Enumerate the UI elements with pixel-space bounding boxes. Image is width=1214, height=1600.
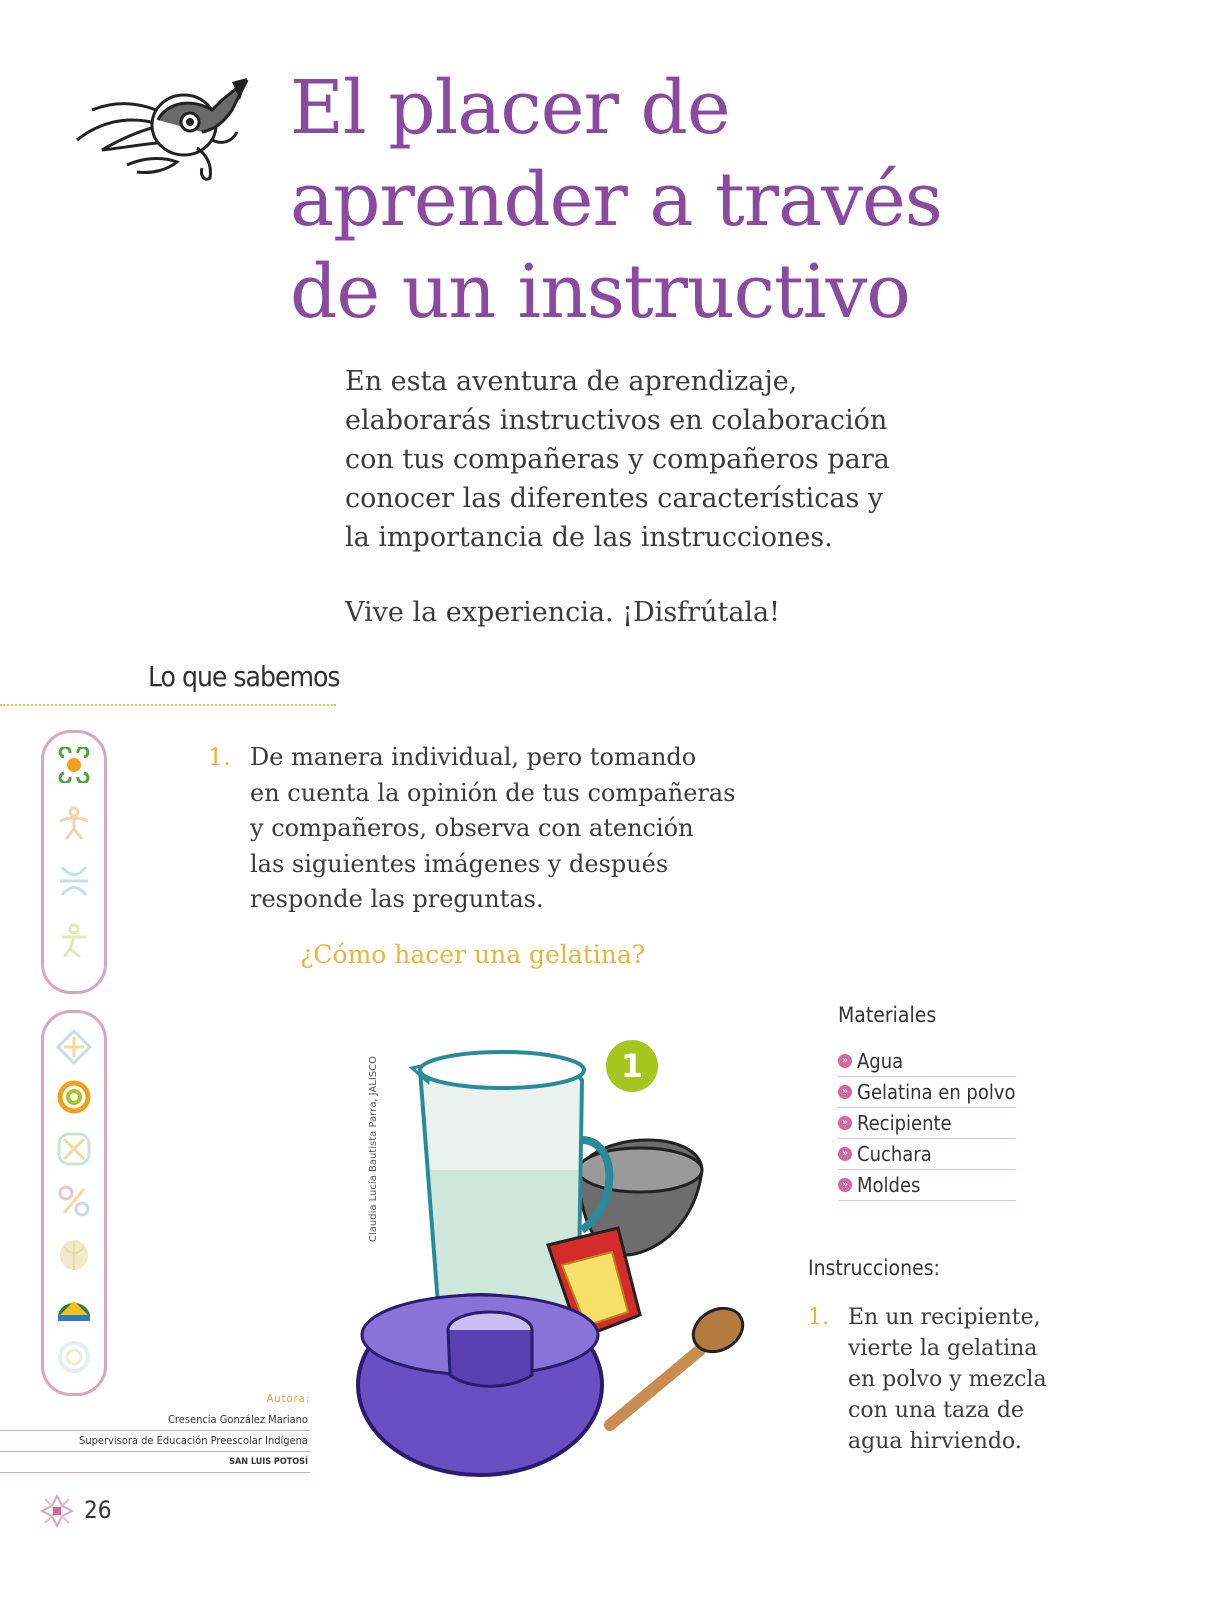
material-label: Cuchara (857, 1142, 932, 1166)
instruction-line: agua hirviendo. (848, 1429, 1022, 1454)
instruction-line: vierte la gelatina (848, 1336, 1038, 1361)
list-item (838, 1108, 1016, 1139)
page-number: 26 (84, 1496, 112, 1524)
list-item (838, 1139, 1016, 1170)
circle-ring-icon (56, 1339, 92, 1375)
instruction-text (848, 1302, 1058, 1457)
question-line: en cuenta la opinión de tus compañeras (250, 778, 736, 807)
section-heading: Lo que sabemos (148, 660, 340, 693)
question-line: y compañeros, observa con atención (250, 814, 694, 842)
instruction-number: 1. (808, 1305, 829, 1330)
materials-heading: Materiales (838, 1003, 937, 1027)
instruction-line: en polvo y mezcla (848, 1367, 1047, 1392)
author-block (0, 1392, 310, 1473)
author-name: Cresencia González Mariano (0, 1410, 310, 1431)
list-item (838, 1046, 1016, 1077)
intro-line: elaborarás instructivos en colaboración (345, 405, 888, 436)
question-line: las siguientes imágenes y después (250, 849, 669, 878)
chevron-right-icon: » (838, 1085, 852, 1099)
dancing-figure-icon (56, 805, 92, 841)
material-label: Agua (857, 1049, 904, 1073)
list-item (838, 1170, 1016, 1201)
illustration-credit: Claudia Lucía Bautista Parra, JALISCO (368, 1055, 379, 1242)
intro-line: conocer las diferentes características y (345, 483, 884, 514)
intro-paragraph (345, 362, 965, 557)
step-badge: 1 (606, 1040, 658, 1092)
question-line: De manera individual, pero tomando (250, 743, 697, 771)
question-1 (208, 740, 768, 918)
people-figure-icon (56, 863, 92, 899)
chevron-right-icon: » (838, 1116, 852, 1130)
chevron-right-icon: » (838, 1147, 852, 1161)
material-label: Recipiente (857, 1111, 952, 1135)
percent-loop-icon (56, 1183, 92, 1219)
seed-icon (56, 1237, 92, 1273)
instruction-line: con una taza de (848, 1398, 1024, 1423)
title-line: El placer de (290, 65, 730, 151)
intro-line: con tus compañeras y compañeros para (345, 444, 890, 475)
chevron-right-icon: » (838, 1054, 852, 1068)
question-text (250, 740, 768, 918)
person-figure-icon (56, 923, 92, 959)
author-label: Autora: (266, 1392, 310, 1405)
instruction-1 (808, 1302, 1058, 1457)
chevron-right-icon: » (838, 1178, 852, 1192)
title-line: de un instructivo (290, 249, 910, 335)
sidebar-capsule-top (41, 730, 107, 994)
list-item (838, 1077, 1016, 1108)
material-label: Moldes (857, 1173, 921, 1197)
gelatin-ingredients-illustration (350, 1030, 770, 1495)
instruction-line: En un recipiente, (848, 1305, 1041, 1330)
spiral-ring-icon (56, 1079, 92, 1115)
section-divider (0, 704, 336, 706)
instructions-heading: Instrucciones: (808, 1256, 940, 1280)
intro-closing: Vive la experiencia. ¡Disfrútala! (345, 597, 780, 628)
author-state: SAN LUIS POTOSÍ (0, 1452, 310, 1473)
intro-line: la importancia de las instrucciones. (345, 522, 833, 553)
square-cross-icon (56, 1131, 92, 1167)
sidebar-capsule-bottom (41, 1010, 107, 1396)
material-label: Gelatina en polvo (857, 1080, 1016, 1104)
page-title (290, 62, 1190, 338)
recipe-title: ¿Cómo hacer una gelatina? (300, 940, 646, 969)
diamond-cross-icon (56, 1029, 92, 1065)
spoon-illustration (610, 1350, 700, 1425)
title-line: aprender a través (290, 157, 942, 243)
author-role: Supervisora de Educación Preescolar Indígena (0, 1431, 310, 1452)
landscape-mound-icon (56, 1289, 92, 1325)
intro-line: En esta aventura de aprendizaje, (345, 366, 798, 397)
bird-head-glyph-icon (72, 70, 250, 192)
question-number: 1. (208, 743, 231, 771)
materials-list (838, 1046, 1016, 1201)
question-line: responde las preguntas. (250, 885, 544, 913)
star-cross-icon (40, 1494, 74, 1528)
intro-text (345, 362, 965, 632)
growth-circle-icon (56, 747, 92, 783)
